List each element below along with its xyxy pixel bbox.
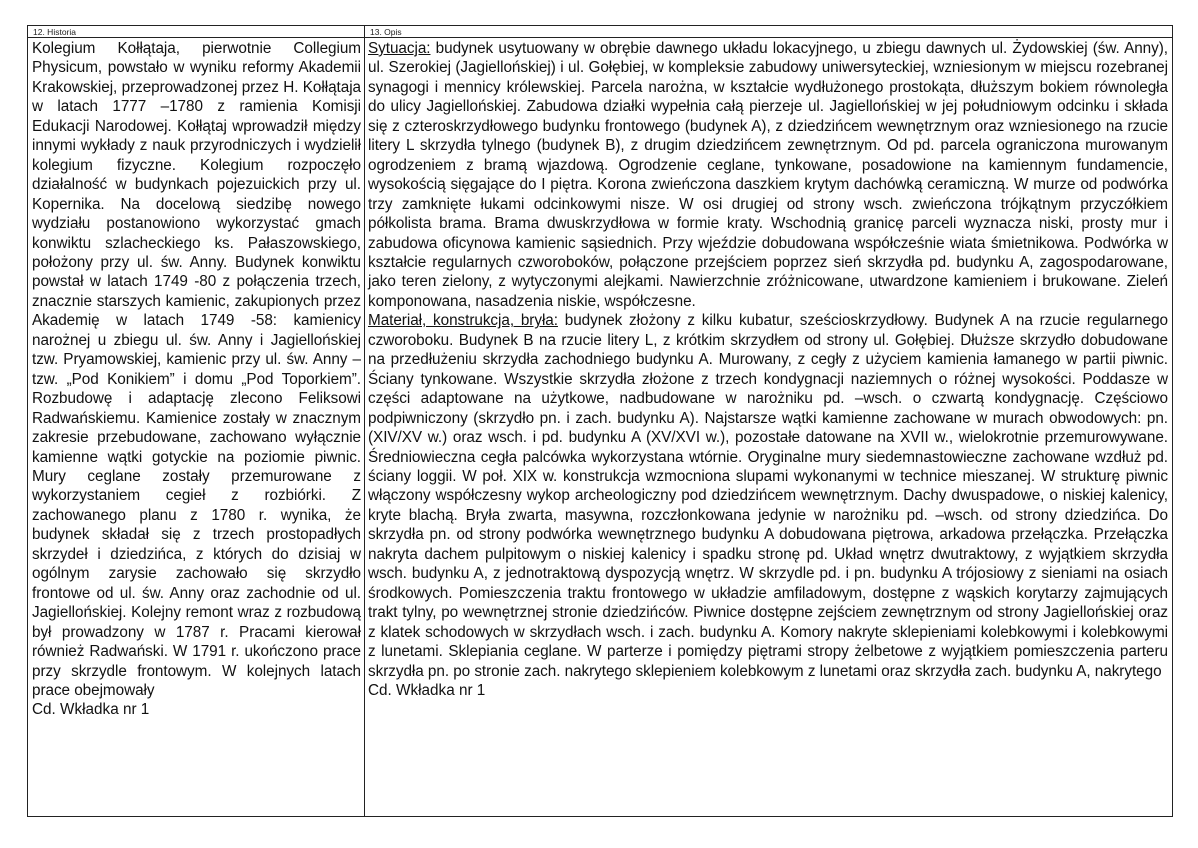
description-text-block: [365, 39, 1172, 681]
material-label: Materiał, konstrukcja, bryła:: [368, 312, 558, 330]
material-paragraph: [368, 311, 1168, 681]
description-column: [365, 26, 1173, 816]
history-continuation-note: Cd. Wkładka nr 1: [32, 701, 150, 719]
situation-label: Sytuacja:: [368, 40, 431, 57]
situation-text: budynek usytuowany w obrębie dawnego układu lokacyjnego, u zbiegu dawnych ul. Żydowskiej (św. Anny), ul. Szerokiej (Jagiellońskiej) i ul. Gołębiej, w kompleksie zabudowy uniwersyteckiej, wzniesionym w miejscu rozebranej synagogi i mennicy królewskiej. Parcela narożna, w kształcie wydłużonego prostokąta, dłuższym bokiem równoległa do ulicy Jagiellońskiej. Zabudowa działki wypełnia całą pierzeje ul. Jagiellońskiej w jej południowym odcinku i składa się z czteroskrzydłowego budynku frontowego (budynek A), z dziedzińcem wewnętrznym oraz wzniesionego na rzucie litery L skrzydła tylnego (budynek B), z drugim dziedzińcem zewnętrznym. Od pd. parcela ograniczona murowanym ogrodzeniem z bramą wjazdową. Ogrodzenie ceglane, tynkowane, posadowione na kamiennym fundamencie, wysokością sięgające do I piętra. Korona zwieńczona daszkiem krytym dachówką ceramiczną. W murze od podwórka trzy zamknięte łukami odcinkowymi nisze. W osi drugiej od strony wsch. zwieńczona trójkątnym przyczółkiem półkolista brama. Brama dwuskrzydłowa w formie kraty. Wschodnią granicę parceli wyznacza niski, prosty mur i zabudowa oficynowa kamienic sąsiednich. Przy wjeździe dobudowana współcześnie wiata śmietnikowa. Podwórka w kształcie regularnych czworoboków, połączone przejściem poprzez sień skrzydła pd. budynku A, zagospodarowane, jako teren zielony, z wytyczonymi alejkami. Nawierzchnie zróżnicowane, utwardzone kamieniem i brukowane. Zieleń komponowana, nasadzenia niskie, współczesne.: [368, 40, 1168, 310]
history-column: [27, 26, 365, 816]
history-text-block: [28, 39, 364, 700]
description-continuation-note: Cd. Wkładka nr 1: [368, 681, 486, 699]
history-paragraph: Kolegium Kołłątaja, pierwotnie Collegium Physicum, powstało w wyniku reformy Akademii Krakowskiej, przeprowadzonej przez H. Kołłątaja w latach 1777 –1780 z ramienia Komisji Edukacji Narodowej. Kołłątaj wprowadził między innymi wykłady z nauk przyrodniczych i wydzielił kolegium fizyczne. Kolegium rozpoczęło działalność w budynkach pojezuickich przy ul. Kopernika. Na docelową siedzibę nowego wydziału postanowiono wykorzystać gmach konwiktu szlacheckiego ks. Pałaszowskiego, położony przy ul. św. Anny. Budynek konwiktu powstał w latach 1749 -80 z połączenia trzech, znacznie starszych kamienic, zakupionych przez Akademię w latach 1749 -58: kamienicy narożnej u zbiegu ul. św. Anny i Jagiellońskiej tzw. Pryamowskiej, kamienic przy ul. św. Anny – tzw. „Pod Konikiem” i domu „Pod Toporkiem”. Rozbudowę i adaptację zlecono Feliksowi Radwańskiemu. Kamienice zostały w znacznym zakresie przebudowane, zachowano wyłącznie kamienne wątki gotyckie na poziomie piwnic. Mury ceglane zostały przemurowane z wykorzystaniem cegieł z rozbiórki. Z zachowanego planu z 1780 r. wynika, że budynek składał się z trzech prostopadłych skrzydeł i dziedzińca, z których do dzisiaj w ogólnym zarysie zachowało się skrzydło frontowe od ul. św. Anny oraz zachodnie od ul. Jagiellońskiej. Kolejny remont wraz z rozbudową był prowadzony w 1787 r. Pracami kierował również Radwański. W 1791 r. ukończono prace przy skrzydle frontowym. W kolejnych latach prace obejmowały: [32, 40, 361, 699]
document-sheet: [27, 25, 1173, 817]
material-text: budynek złożony z kilku kubatur, sześcioskrzydłowy. Budynek A na rzucie regularnego czworoboku. Budynek B na rzucie litery L, z krótkim skrzydłem od strony ul. Gołębiej. Dłuższe skrzydło dobudowane na przedłużeniu skrzydła zachodniego budynku A. Murowany, z cegły z użyciem kamienia łamanego w partii piwnic. Ściany tynkowane. Wszystkie skrzydła złożone z trzech kondygnacji naziemnych o różnej wysokości. Poddasze w części adaptowane na użytkowe, nadbudowane w narożniku pd. –wsch. o czwartą kondygnację. Częściowo podpiwniczony (skrzydło pn. i zach. budynku A). Najstarsze wątki kamienne zachowane w murach obwodowych: pn. (XIV/XV w.) oraz wsch. i pd. budynku A (XV/XVI w.), pozostałe datowane na XVII w., wielokrotnie przemurowywane. Średniowieczna cegła palcówka wykorzystana wtórnie. Oryginalne mury siedemnastowieczne zachowane wzdłuż pd. ściany loggii. W poł. XIX w. konstrukcja wzmocniona slupami wykonanymi w technice mieszanej. W strukturę piwnic włączony współczesny wykop archeologiczny pod dziedzińcem wewnętrznym. Dachy dwuspadowe, o niskiej kalenicy, kryte blachą. Bryła zwarta, masywna, rozczłonkowana jedynie w narożniku pd. –wsch. od strony dziedzińca. Do skrzydła pn. od strony podwórka wewnętrznego budynku A dobudowana piętrowa, arkadowa przełączka. Przełączka nakryta dachem pulpitowym o niskiej kalenicy i spadku stronę pd. Układ wnętrz dwutraktowy, z wyjątkiem skrzydła wsch. budynku A, z jednotraktową dyspozycją wnętrz. W skrzydle pd. i pn. budynku A trójosiowy z sieniami na osiach środkowych. Pomieszczenia traktu frontowego w układzie amfiladowym, dostępne z wąskich korytarzy zajmujących trakt tylny, po wewnętrznej stronie dziedzińców. Piwnice dostępne zejściem zewnętrznym od strony Jagiellońskiej oraz z klatek schodowych w skrzydłach wsch. i zach. budynku A. Komory nakryte sklepieniami kolebkowymi i kolebkowymi z lunetami. Sklepiania ceglane. W parterze i pomiędzy piętrami stropy żelbetowe z wyjątkiem pomieszczenia parteru skrzydła pn. po stronie zach. nakrytego sklepieniem kolebkowym z lunetami oraz skrzydła zach. budynku A, nakrytego: [368, 312, 1168, 680]
description-header: 13. Opis: [365, 26, 1172, 38]
history-header: 12. Historia: [28, 26, 364, 38]
situation-paragraph: [368, 39, 1168, 311]
